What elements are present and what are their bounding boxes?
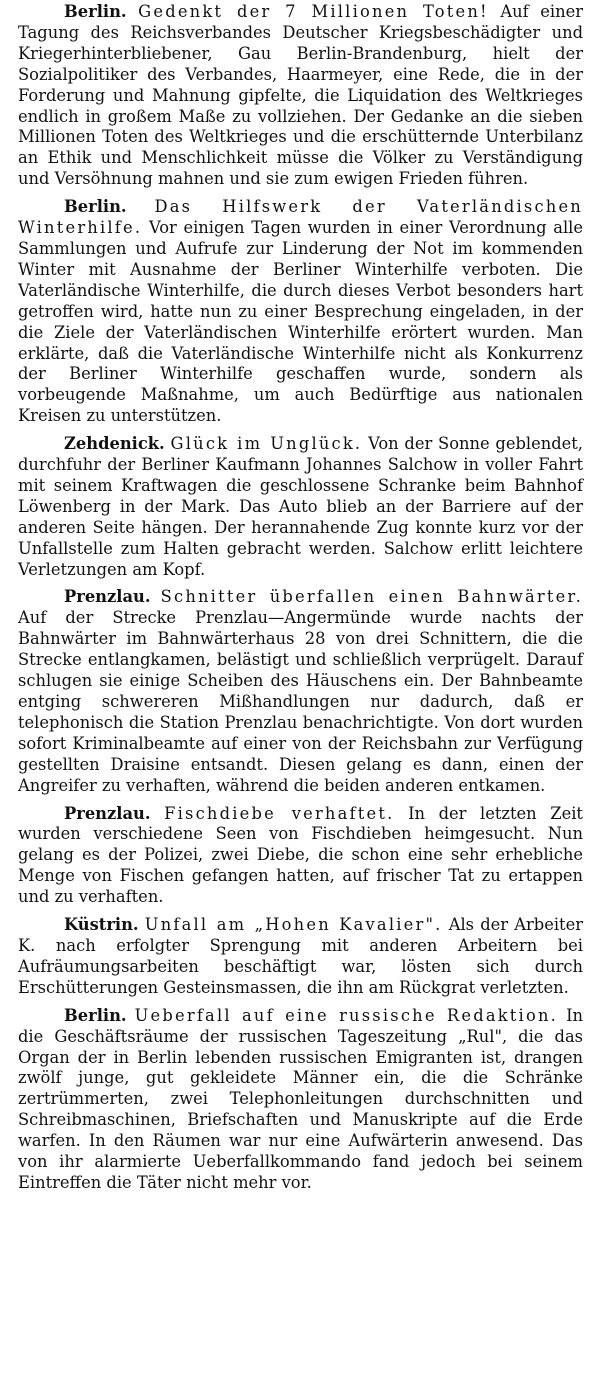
- dateline: Zehdenick.: [64, 434, 165, 454]
- news-item-berlin-gedenkt: [18, 2, 583, 190]
- dateline: Prenzlau.: [64, 803, 151, 823]
- body-text: Auf einer Tagung des Reichsverbandes Deutscher Kriegsbeschädigter und Kriegerhinterbliebener, Gau Berlin-Brandenburg, hielt der Sozialpolitiker des Verbandes, Haarmeyer, eine Rede, die in der Forderung und Mahnung gipfelte, die Liquidation des Weltkrieges endlich in großem Maße zu vollziehen. Der Gedanke an die sieben Millionen Toten des Weltkrieges und die erschütternde Unterbilanz an Ethik und Menschlichkeit müsse die Völker zu Verständigung und Versöhnung mahnen und sie zum ewigen Frieden führen.: [18, 2, 583, 189]
- news-item-text: [18, 434, 583, 580]
- news-item-berlin-hilfswerk: [18, 197, 583, 427]
- news-item-zehdenick: [18, 434, 583, 580]
- headline: Glück im Unglück.: [170, 434, 363, 454]
- dateline: Berlin.: [64, 197, 127, 217]
- headline: Fischdiebe verhaftet.: [164, 803, 395, 823]
- dateline: Berlin.: [64, 1005, 127, 1025]
- news-item-text: [18, 587, 583, 796]
- news-item-text: [18, 197, 583, 427]
- headline: Schnitter überfallen einen Bahnwärter.: [160, 587, 583, 607]
- news-item-kuestrin: [18, 915, 583, 999]
- headline: Unfall am „Hohen Kavalier".: [144, 915, 443, 935]
- body-text: In die Geschäftsräume der russischen Tageszeitung „Rul", die das Organ der in Berlin lebenden russischen Emigranten ist, drangen zwölf junge, gut gekleidete Männer ein, die die Schränke zertrümmerten, zwei Telephonleitungen durchschnitten und Schreibmaschinen, Briefschaften und Manuskripte auf die Erde warfen. In den Räumen war nur eine Aufwärterin anwesend. Das von ihr alarmierte Ueberfallkommando fand jedoch bei seinem Eintreffen die Täter nicht mehr vor.: [18, 1005, 583, 1192]
- body-text: In der letzten Zeit wurden verschiedene Seen von Fischdieben heimgesucht. Nun gelang es der Polizei, zwei Diebe, die schon eine sehr erhebliche Menge von Fischen gefangen hatten, auf frischer Tat zu ertappen und zu verhaften.: [18, 803, 583, 907]
- headline: Das Hilfswerk der Vaterländischen Winterhilfe.: [18, 197, 583, 238]
- news-item-text: [18, 2, 583, 190]
- dateline: Küstrin.: [64, 915, 139, 935]
- news-item-berlin-ueberfall: [18, 1006, 583, 1194]
- news-item-prenzlau-schnitter: [18, 587, 583, 796]
- body-text: Von der Sonne geblendet, durchfuhr der Berliner Kaufmann Johannes Salchow in voller Fahrt mit seinem Kraftwagen die geschlossene Schranke beim Bahnhof Löwenberg in der Mark. Das Auto blieb an der Barriere auf der anderen Seite hängen. Der herannahende Zug konnte kurz vor der Unfallstelle zum Halten gebracht werden. Salchow erlitt leichtere Verletzungen am Kopf.: [18, 434, 583, 579]
- headline: Ueberfall auf eine russische Redaktion.: [134, 1005, 559, 1025]
- body-text: Als der Arbeiter K. nach erfolgter Sprengung mit anderen Arbeitern bei Aufräumungsarbeiten beschäftigt war, lösten sich durch Erschütterungen Gesteinsmassen, die ihn am Rückgrat verletzten.: [18, 915, 583, 997]
- headline: Gedenkt der 7 Millionen Toten!: [138, 2, 489, 21]
- body-text: Auf der Strecke Prenzlau—Angermünde wurde nachts der Bahnwärter im Bahnwärterhaus 28 von drei Schnittern, die die Strecke entlangkamen, belästigt und schließlich verprügelt. Darauf schlugen sie einige Scheiben des Häuschens ein. Der Bahnbeamte entging schwereren Mißhandlungen nur dadurch, daß er telephonisch die Station Prenzlau benachrichtigte. Von dort wurden sofort Kriminalbeamte auf einer von der Reichsbahn zur Verfügung gestellten Draisine entsandt. Diesen gelang es dann, einen der Angreifer zu verhaften, während die beiden anderen entkamen.: [18, 608, 583, 795]
- dateline: Berlin.: [64, 2, 127, 21]
- news-item-text: [18, 804, 583, 909]
- news-item-text: [18, 1006, 583, 1194]
- body-text: Vor einigen Tagen wurden in einer Verordnung alle Sammlungen und Aufrufe zur Linderung der Not im kommenden Winter mit Ausnahme der Berliner Winterhilfe verboten. Die Vaterländische Winterhilfe, die durch dieses Verbot besonders hart getroffen wird, hatte nun zu einer Besprechung eingeladen, in der die Ziele der Vaterländischen Winterhilfe erörtert wurden. Man erklärte, daß die Vaterländische Winterhilfe nicht als Konkurrenz der Berliner Winterhilfe geschaffen wurde, sondern als vorbeugende Maßnahme, um auch Bedürftige aus nationalen Kreisen zu unterstützen.: [18, 218, 583, 426]
- news-item-text: [18, 915, 583, 999]
- dateline: Prenzlau.: [64, 587, 151, 607]
- news-item-prenzlau-fischdiebe: [18, 804, 583, 909]
